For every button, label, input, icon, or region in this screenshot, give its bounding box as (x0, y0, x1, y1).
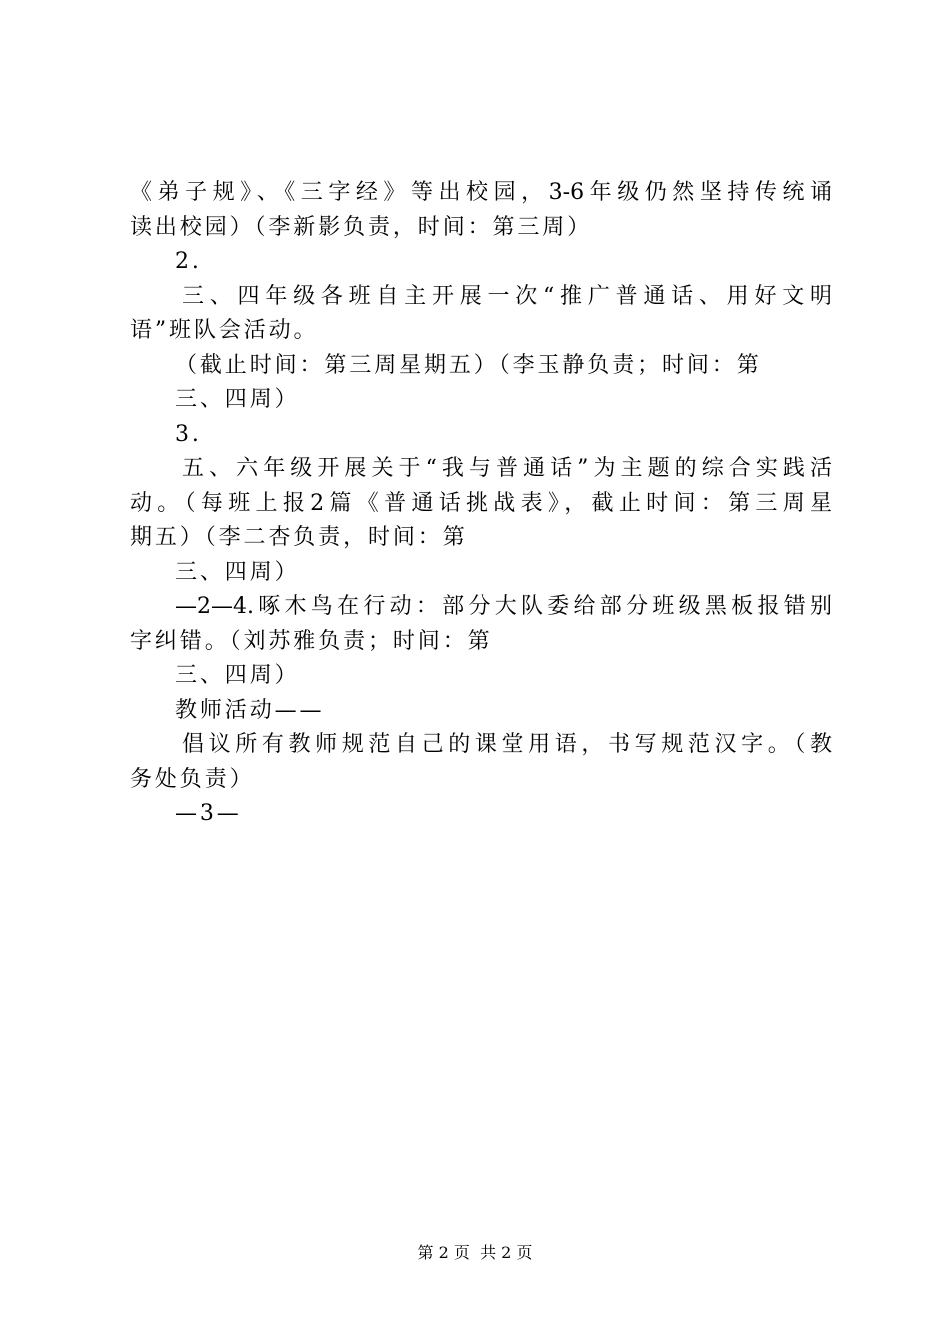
text-line: 三、四周） (175, 663, 300, 688)
text-line: 2. (175, 249, 202, 274)
text-line: 倡议所有教师规范自己的课堂用语，书写规范汉字。（教 (182, 732, 832, 757)
text-line: 务处负责） (130, 766, 255, 792)
text-line: 动。（每班上报2篇《普通话挑战表》，截止时间：第三周星 (130, 490, 832, 516)
text-line: 语”班队会活动。 (130, 318, 319, 343)
text-line: 3. (175, 421, 202, 447)
text-line: 期五）（李二杏负责，时间：第 (130, 525, 468, 550)
text-line: 读出校园）（李新影负责，时间：第三周） (130, 214, 593, 240)
text-line: 三、四年级各班自主开展一次“推广普通话、用好文明 (182, 283, 832, 309)
page-footer: 第 2 页 共 2 页 (417, 1243, 533, 1262)
text-line: 教师活动—— (175, 697, 325, 723)
text-line: （截止时间：第三周星期五）（李玉静负责；时间：第 (175, 352, 762, 378)
text-line: 三、四周） (175, 559, 300, 585)
text-line: —3— (175, 801, 242, 826)
text-line: —2—4.啄木鸟在行动：部分大队委给部分班级黑板报错别 (175, 594, 832, 619)
document-body (130, 176, 832, 832)
text-line: 《弟子规》、《三字经》等出校园，3-6年级仍然坚持传统诵 (130, 180, 832, 205)
text-line: 字纠错。（刘苏雅负责；时间：第 (130, 628, 493, 654)
text-line: 三、四周） (175, 387, 300, 412)
text-line: 五、六年级开展关于“我与普通话”为主题的综合实践活 (182, 456, 832, 481)
